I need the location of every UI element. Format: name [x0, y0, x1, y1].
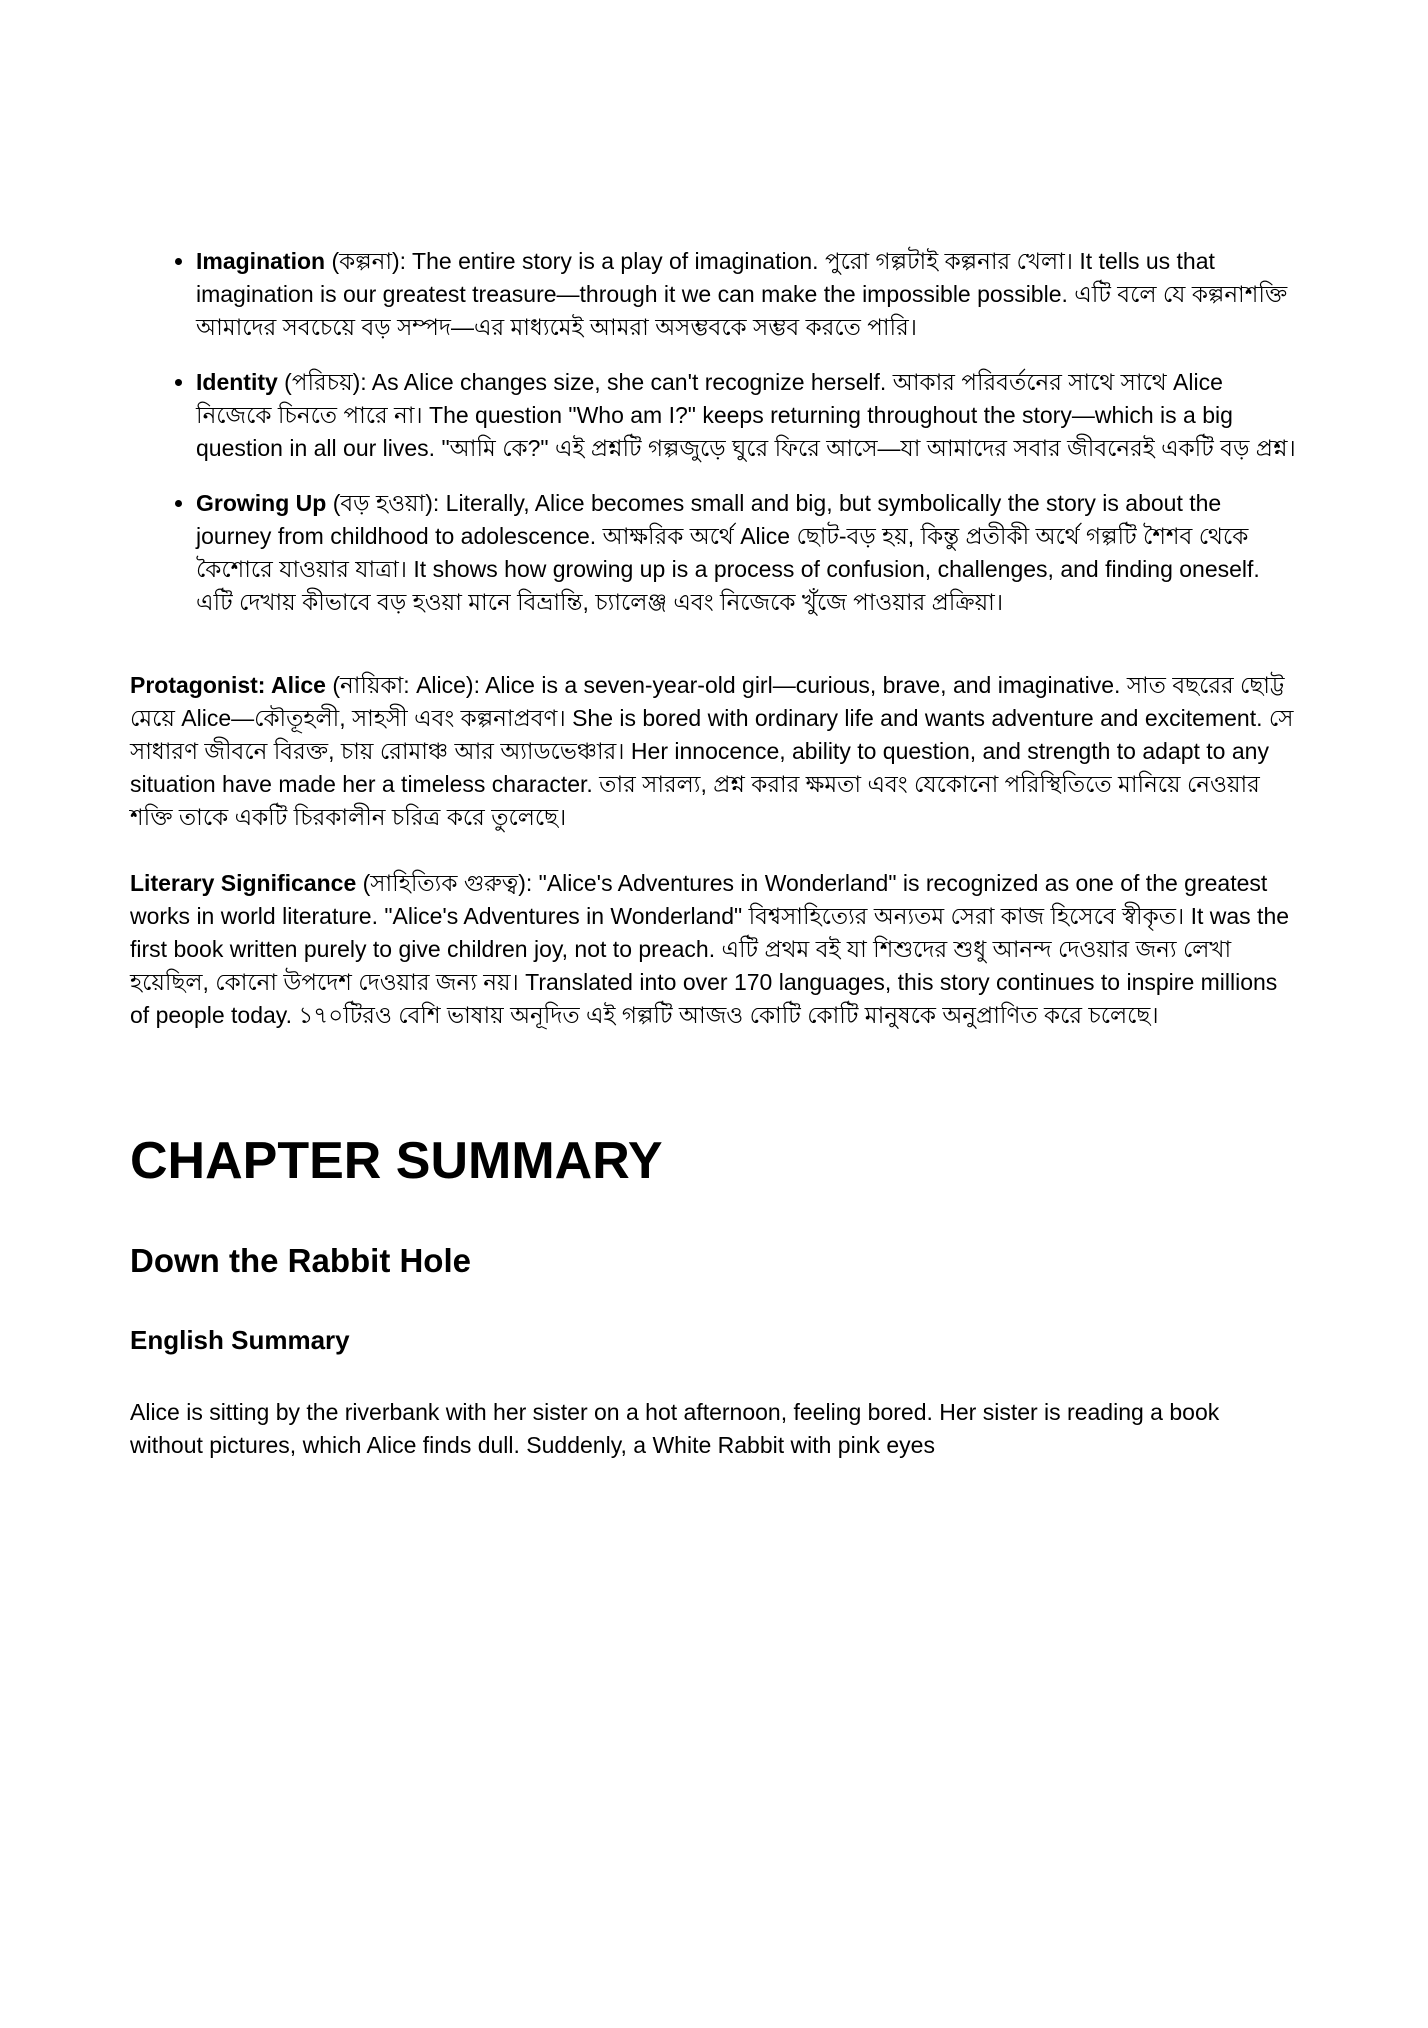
- paragraph-english-summary: Alice is sitting by the riverbank with her sister on a hot afternoon, feeling bored. Her sister is reading a book without pictures, which Alice finds dull. Suddenly, a White Rabbit with pink eyes: [130, 1398, 1220, 1458]
- paragraph-literary-significance: [130, 867, 1298, 1032]
- paragraph-text-protagonist: (নায়িকা: Alice): Alice is a seven-year-old girl—curious, brave, and imaginative. সাত বছরের ছোট্ট মেয়ে Alice—কৌতূহলী, সাহসী এবং কল্পনাপ্রবণ। She is bored with ordinary life and wants adventure and excitement. সে সাধারণ জীবনে বিরক্ত, চায় রোমাঞ্চ আর অ্যাডভেঞ্চার। Her innocence, ability to question, and strength to adapt to any situation have made her a timeless character. তার সারল্য, প্রশ্ন করার ক্ষমতা এবং যেকোনো পরিস্থিতিতে মানিয়ে নেওয়ার শক্তি তাকে একটি চিরকালীন চরিত্র করে তুলেছে।: [130, 672, 1294, 830]
- bullet-text-identity: (পরিচয়): As Alice changes size, she can't recognize herself. আকার পরিবর্তনের সাথে সাথে Alice নিজেকে চিনতে পারে না। The question "Who am I?" keeps returning throughout the story—which is a big question in all our lives. "আমি কে?" এই প্রশ্নটি গল্পজুড়ে ঘুরে ফিরে আসে—যা আমাদের সবার জীবনেরই একটি বড় প্রশ্ন।: [196, 369, 1296, 461]
- bullet-text-growing-up: (বড় হওয়া): Literally, Alice becomes small and big, but symbolically the story is about the journey from childhood to adolescence. আক্ষরিক অর্থে Alice ছোট-বড় হয়, কিন্তু প্রতীকী অর্থে গল্পটি শৈশব থেকে কৈশোরে যাওয়ার যাত্রা। It shows how growing up is a process of confusion, challenges, and finding oneself. এটি দেখায় কীভাবে বড় হওয়া মানে বিভ্রান্তি, চ্যালেঞ্জ এবং নিজেকে খুঁজে পাওয়ার প্রক্রিয়া।: [196, 490, 1260, 615]
- heading-down-the-rabbit-hole: Down the Rabbit Hole: [130, 1241, 471, 1279]
- paragraph-protagonist: [130, 669, 1298, 834]
- heading-english-summary: English Summary: [130, 1324, 350, 1355]
- paragraph-lead-literary-significance: Literary Significance: [130, 870, 357, 896]
- bullet-text-imagination: (কল্পনা): The entire story is a play of imagination. পুরো গল্পটাই কল্পনার খেলা। It tells us that imagination is our greatest treasure—through it we can make the impossible possible. এটি বলে যে কল্পনাশক্তি আমাদের সবচেয়ে বড় সম্পদ—এর মাধ্যমেই আমরা অসম্ভবকে সম্ভব করতে পারি।: [196, 248, 1288, 340]
- bullet-lead-imagination: Imagination: [196, 248, 326, 274]
- list-item-imagination: [196, 245, 1298, 344]
- paragraph-text-literary-significance: (সাহিত্যিক গুরুত্ব): "Alice's Adventures in Wonderland" is recognized as one of the greatest works in world literature. "Alice's Adventures in Wonderland" বিশ্বসাহিত্যের অন্যতম সেরা কাজ হিসেবে স্বীকৃত। It was the first book written purely to give children joy, not to preach. এটি প্রথম বই যা শিশুদের শুধু আনন্দ দেওয়ার জন্য লেখা হয়েছিল, কোনো উপদেশ দেওয়ার জন্য নয়। Translated into over 170 languages, this story continues to inspire millions of people today. ১৭০টিরও বেশি ভাষায় অনূদিত এই গল্পটি আজও কোটি কোটি মানুষকে অনুপ্রাণিত করে চলেছে।: [130, 870, 1290, 1028]
- bullet-lead-identity: Identity: [196, 369, 278, 395]
- list-item-identity: [196, 366, 1298, 465]
- themes-bullet-list: [130, 245, 1298, 619]
- list-item-growing-up: [196, 487, 1298, 619]
- heading-chapter-summary: CHAPTER SUMMARY: [130, 1132, 663, 1190]
- paragraph-lead-protagonist: Protagonist: Alice: [130, 672, 326, 698]
- bullet-lead-growing-up: Growing Up: [196, 490, 327, 516]
